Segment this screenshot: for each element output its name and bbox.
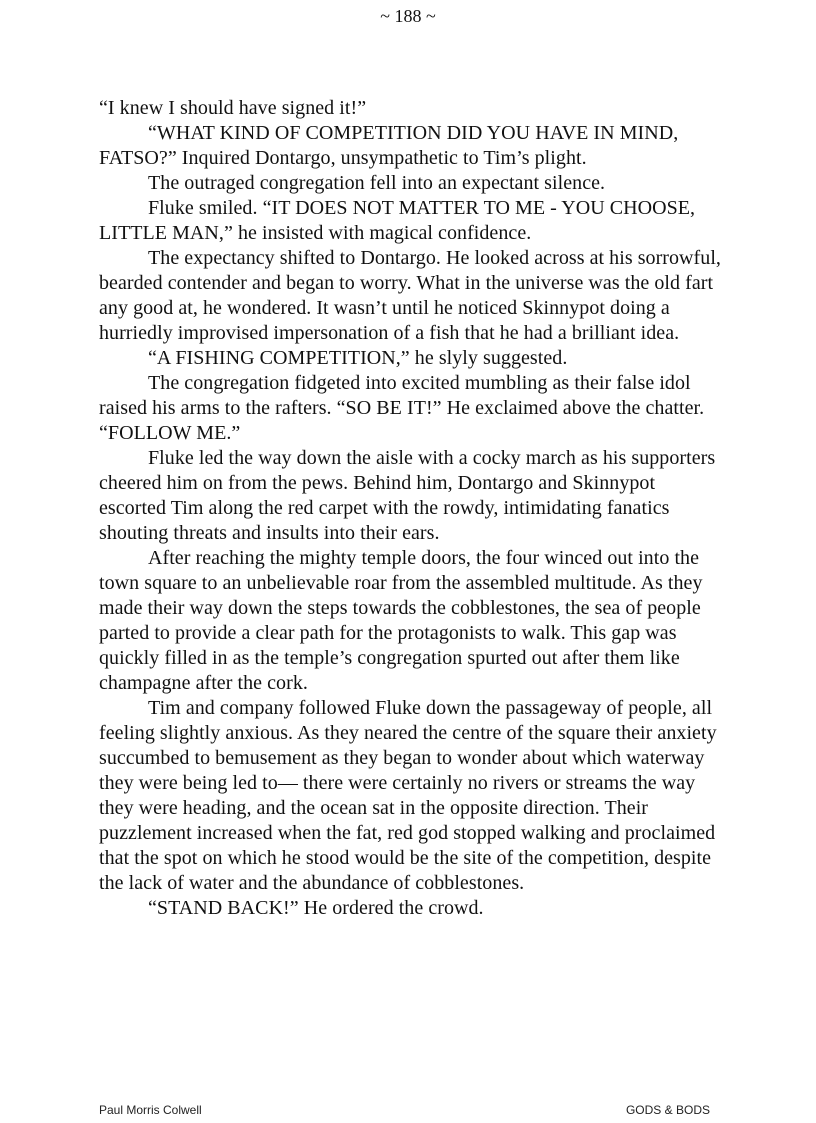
footer-author: Paul Morris Colwell [99,1103,202,1117]
paragraph: Fluke led the way down the aisle with a cocky march as his supporters cheered him on from the pews. Behind him, Dontargo and Skinnypot escorted Tim along the red carpet with the rowdy, intimidating fanatics shouting threats and insults into their ears. [99,447,716,544]
body-text [99,96,724,921]
paragraph: “STAND BACK!” He ordered the crowd. [148,897,484,919]
paragraph: Fluke smiled. “IT DOES NOT MATTER TO ME - YOU CHOOSE, LITTLE MAN,” he insisted with magical confidence. [99,197,696,244]
paragraph: “WHAT KIND OF COMPETITION DID YOU HAVE IN MIND, FATSO?” Inquired Dontargo, unsympathetic to Tim’s plight. [99,122,679,169]
page-number: ~ 188 ~ [380,6,436,26]
paragraph: The congregation fidgeted into excited mumbling as their false idol raised his arms to the rafters. “SO BE IT!” He exclaimed above the chatter. “FOLLOW ME.” [99,372,705,444]
paragraph: The outraged congregation fell into an expectant silence. [148,172,606,194]
paragraph: Tim and company followed Fluke down the passageway of people, all feeling slightly anxious. As they neared the centre of the square their anxiety succumbed to bemusement as they began to wonder about which waterway they were being led to— there were certainly no rivers or streams the way they were heading, and the ocean sat in the opposite direction. Their puzzlement increased when the fat, red god stopped walking and proclaimed that the spot on which he stood would be the site of the competition, despite the lack of water and the abundance of cobblestones. [99,697,717,894]
paragraph: “I knew I should have signed it!” [99,97,367,119]
paragraph: After reaching the mighty temple doors, the four winced out into the town square to an unbelievable roar from the assembled multitude. As they made their way down the steps towards the cobblestones, the sea of people parted to provide a clear path for the protagonists to walk. This gap was quickly filled in as the temple’s congregation spurted out after them like champagne after the cork. [99,547,703,694]
paragraph: “A FISHING COMPETITION,” he slyly suggested. [148,347,568,369]
footer-book-title: GODS & BODS [625,1103,710,1117]
paragraph: The expectancy shifted to Dontargo. He looked across at his sorrowful, bearded contender and began to worry. What in the universe was the old fart any good at, he wondered. It wasn’t until he noticed Skinnypot doing a hurriedly improvised impersonation of a fish that he had a brilliant idea. [99,247,721,344]
